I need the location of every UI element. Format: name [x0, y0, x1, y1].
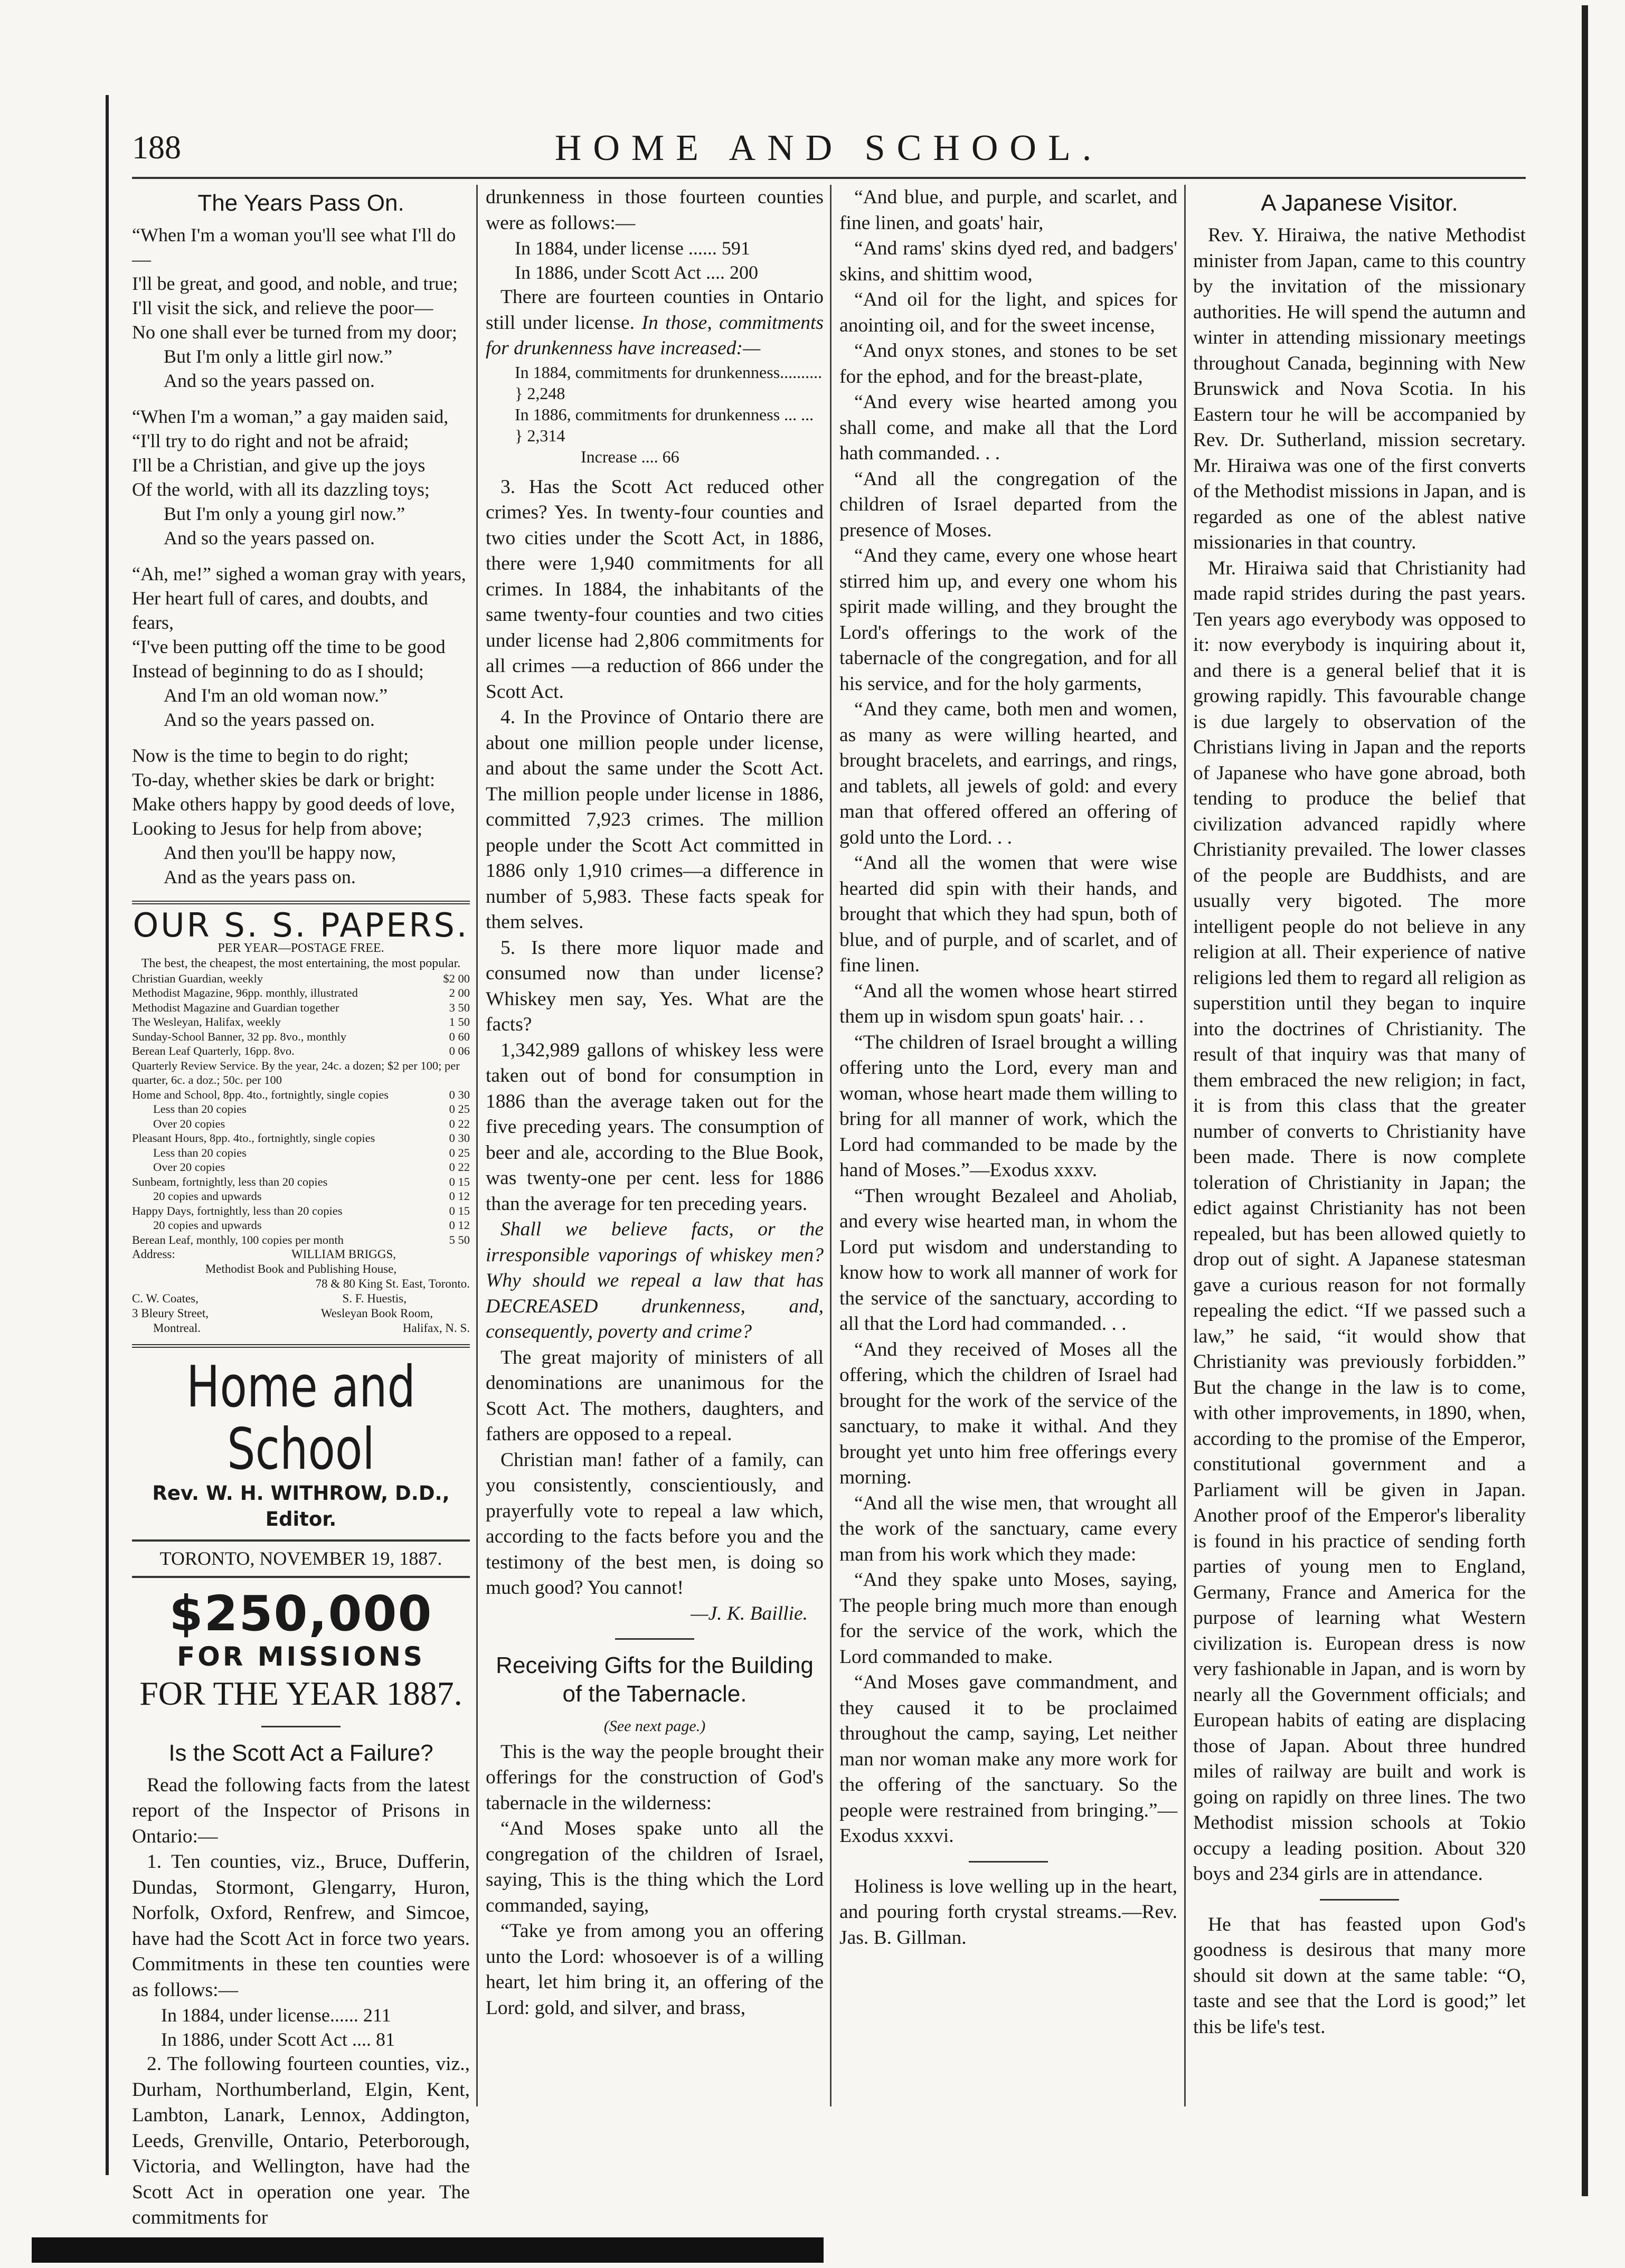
price-label: Less than 20 copies [153, 1102, 247, 1116]
poem-line: And so the years passed on. [164, 527, 375, 549]
poem-stanza [132, 223, 470, 393]
scott-title: Is the Scott Act a Failure? [168, 1740, 433, 1766]
paragraph: “And they spake unto Moses, saying, The people bring much more than enough for the service of the work, which the Lord commanded to make. [839, 1569, 1177, 1668]
price-row [132, 1218, 470, 1233]
statistic: In 1884, under license...... 211 [161, 2005, 391, 2026]
price-value: 0 30 [449, 1131, 470, 1145]
poem-line: Her heart full of cares, and doubts, and fears, [132, 588, 428, 633]
price-row [132, 1117, 470, 1131]
bracket-stat: In 1886, commitments for drunkenness ... ... } 2,314 [515, 404, 814, 445]
price-row [132, 1000, 470, 1015]
price-value: 0 60 [449, 1029, 470, 1043]
agent-right: Wesleyan Book Room, [320, 1307, 433, 1320]
price-value: 0 15 [449, 1175, 470, 1188]
address-label: Address: [132, 1248, 175, 1261]
poem-line: “I'll try to do right and not be afraid; [132, 430, 409, 451]
editor-line: Rev. W. H. WITHROW, D.D., Editor. [152, 1482, 450, 1530]
page-number: 188 [132, 130, 181, 166]
price-row [132, 1059, 470, 1088]
paragraph: “And rams' skins dyed red, and badgers' skins, and shittim wood, [839, 238, 1177, 285]
paragraph: 3. Has the Scott Act reduced other crimes? Yes. In twenty-four counties and two cities under the Scott Act, in 1886, there were 1,940 commitments for all crimes. In 1884, the inhabitants of the same twenty-four counties and two cities under license had 2,806 commitments for all crimes —a reduction of 866 under the Scott Act. [486, 476, 824, 703]
missions-amount: $250,000 [169, 1585, 433, 1642]
poem-line: “Ah, me!” sighed a woman gray with years, [132, 563, 466, 584]
agent-right: Halifax, N. S. [402, 1321, 470, 1335]
price-value: 0 12 [449, 1218, 470, 1232]
short-rule [1320, 1899, 1399, 1901]
paragraph-text: There are fourteen counties in Ontario still under license. [486, 286, 824, 334]
page-edge-left [106, 95, 109, 2175]
paragraph: “And every wise hearted among you shall come, and make all that the Lord hath commanded. . . [839, 391, 1177, 464]
price-label: 20 copies and upwards [153, 1189, 262, 1203]
paragraph: 2. The following fourteen counties, viz., Durham, Northumberland, Elgin, Kent, Lambton, Lanark, Lennox, Addington, Leeds, Grenville, Ontario, Peterborough, Victoria, and Wellington, have had the Scott Act in operation one year. The commitments for [132, 2053, 470, 2228]
bracket-stat: In 1884, commitments for drunkenness.......... } 2,248 [515, 362, 823, 403]
price-value: 0 06 [449, 1044, 470, 1057]
page-edge-right [1582, 5, 1588, 2196]
price-row [132, 1088, 470, 1102]
price-label: Methodist Magazine, 96pp. monthly, illustrated [132, 986, 358, 999]
paragraph: 1,342,989 gallons of whiskey less were taken out of bond for consumption in 1886 than the average taken out for the five preceding years. The consumption of beer and ale, according to the Blue Book, was twenty-one per cent. less for 1886 than the average for ten preceding years. [486, 1039, 824, 1215]
address-name: WILLIAM BRIGGS, [291, 1248, 396, 1261]
price-value: 1 50 [449, 1015, 470, 1028]
agent-left: 3 Bleury Street, [132, 1307, 209, 1320]
price-label: Christian Guardian, weekly [132, 971, 263, 985]
statistic: In 1884, under license ...... 591 [515, 238, 750, 259]
price-list [132, 971, 470, 1248]
paragraph-italic: In those, commitments for drunkenness have increased:— [486, 311, 824, 359]
paragraph: 5. Is there more liquor made and consumed now than under license? Whiskey men say, Yes. What are the facts? [486, 937, 824, 1035]
price-label: Methodist Magazine and Guardian together [132, 1000, 339, 1014]
price-label: Happy Days, fortnightly, less than 20 copies [132, 1204, 343, 1217]
price-label: Berean Leaf, monthly, 100 copies per month [132, 1233, 344, 1246]
missions-label: FOR MISSIONS [177, 1641, 425, 1672]
home-and-school-title: Home and School [186, 1354, 416, 1482]
price-value: 0 12 [449, 1189, 470, 1203]
paragraph: Mr. Hiraiwa said that Christianity had made rapid strides during the past years. Ten years ago everybody was opposed to it: now everybody is inquiring about it, and there is a general belief that it is growing rapidly. This favourable change is due largely to observation of the Christians living in Japan and the reports of Japanese who have gone abroad, both tending to produce the belief that civilization advanced rapidly where Christianity prevailed. The lower classes of the people are Buddhists, and are usually very bigoted. The more intelligent people do not believe in any religion at all. Their experience of native religions led them to regard all religion as superstition until they began to inquire into the doctrines of Christianity. The result of that inquiry was that many of them embraced the new religion; in fact, it is from this class that the greater number of converts to Christianity have been made. There is now complete toleration of Christianity in Japan; the edict against Christianity has not been repealed, but has been allowed quietly to drop out of sight. A Japanese statesman gave a curious reason for not formally repealing the edict. “If we passed such a law,” he said, “it would show that Christianity was previously forbidden.” But the change in the law is to come, with other improvements, in 1890, when, according to the promise of the Emperor, constitutional government and a Parliament will be given in Japan. Another proof of the Emperor's liberality is found in his practice of sending forth parties of young men to England, Germany, France and America for the purpose of learning what Western civilization is. European dress is now very fashionable in Japan, and is worn by nearly all the Government officials; and European habits of eating are displacing those of Japan. About three hundred miles of railway are built and work is going on rapidly on three lines. The two Methodist mission schools at Tokio occupy a leading position. About 320 boys and 234 girls are in attendance. [1193, 557, 1526, 1885]
price-row [132, 986, 470, 1000]
price-row [132, 1044, 470, 1059]
price-row [132, 1175, 470, 1189]
price-row [132, 1204, 470, 1218]
japanese-visitor-title: A Japanese Visitor. [1261, 190, 1458, 216]
double-rule [132, 901, 470, 904]
page-edge-bottom [32, 2237, 824, 2263]
paragraph: “And Moses gave commandment, and they caused it to be proclaimed throughout the camp, saying, Let neither man nor woman make any more work for the offering of the sanctuary. So the people were restrained from bringing.”—Exodus xxxvi. [839, 1671, 1177, 1847]
column-rule [830, 185, 832, 2106]
price-label: Pleasant Hours, 8pp. 4to., fortnightly, single copies [132, 1131, 375, 1145]
price-value: $2 00 [443, 971, 470, 985]
price-row [132, 1029, 470, 1044]
price-label: The Wesleyan, Halifax, weekly [132, 1015, 281, 1028]
paragraph: Shall we believe facts, or the irresponsible vaporings of whiskey men? Why should we repeal a law that has DECREASED drunkenness, and, consequently, poverty and crime? [486, 1218, 824, 1343]
price-label: Over 20 copies [153, 1160, 225, 1174]
poem-line: Make others happy by good deeds of love, [132, 793, 455, 815]
poem-line: Of the world, with all its dazzling toys; [132, 479, 430, 500]
column-3 [839, 185, 1177, 2138]
price-row [132, 1233, 470, 1248]
agent-left: C. W. Coates, [132, 1292, 199, 1305]
poem-line: To-day, whether skies be dark or bright: [132, 769, 435, 790]
gifts-title: Receiving Gifts for the Building of the Tabernacle. [496, 1652, 814, 1707]
agent-row [132, 1291, 470, 1306]
paragraph: 1. Ten counties, viz., Bruce, Dufferin, Dundas, Stormont, Glengarry, Huron, Norfolk, Oxford, Renfrew, and Simcoe, have had the Scott Act in force two years. Commitments in these ten counties were as follows:— [132, 1851, 470, 2001]
paragraph: “And onyx stones, and stones to be set for the ephod, and for the breast-plate, [839, 340, 1177, 388]
poem-line: And so the years passed on. [164, 370, 375, 391]
price-label: Over 20 copies [153, 1117, 225, 1130]
price-row [132, 1131, 470, 1146]
column-4 [1193, 185, 1526, 2138]
paragraph: “Then wrought Bezaleel and Aholiab, and every wise hearted man, in whom the Lord put wisdom and understanding to know how to work all manner of work for the service of the sanctuary, according to all that the Lord had commanded. . . [839, 1185, 1177, 1335]
agent-row [132, 1306, 470, 1321]
paragraph: “And blue, and purple, and scarlet, and fine linen, and goats' hair, [839, 186, 1177, 234]
poem [132, 223, 470, 889]
price-row [132, 1015, 470, 1029]
price-value: 0 22 [449, 1117, 470, 1130]
missions-year: FOR THE YEAR 1887. [139, 1674, 462, 1712]
poem-line: But I'm only a little girl now.” [164, 346, 393, 367]
paragraph: “And oil for the light, and spices for anointing oil, and for the sweet incense, [839, 289, 1177, 336]
poem-line: “When I'm a woman,” a gay maiden said, [132, 406, 449, 427]
price-value: 0 25 [449, 1146, 470, 1159]
double-rule [132, 1344, 470, 1348]
paragraph: Read the following facts from the latest report of the Inspector of Prisons in Ontario:— [132, 1774, 470, 1847]
paragraph: “Take ye from among you an offering unto the Lord: whosoever is of a willing heart, let him bring it, an offering of the Lord: gold, and silver, and brass, [486, 1920, 824, 2019]
paragraph: “And all the congregation of the children of Israel departed from the presence of Moses. [839, 468, 1177, 541]
poem-line: I'll be great, and good, and noble, and true; [132, 273, 458, 294]
price-label: Less than 20 copies [153, 1146, 247, 1159]
paragraph: This is the way the people brought their offerings for the construction of God's tabernacle in the wilderness: [486, 1741, 824, 1814]
poem-line: Looking to Jesus for help from above; [132, 818, 422, 839]
papers-subtitle: PER YEAR—POSTAGE FREE. [218, 941, 384, 955]
bracket-stat: Increase .... 66 [581, 447, 679, 466]
agent-row [132, 1321, 470, 1336]
poem-line: “When I'm a woman you'll see what I'll do— [132, 224, 456, 270]
poem-line: And I'm an old woman now.” [164, 685, 388, 706]
gifts-note: (See next page.) [603, 1717, 706, 1735]
short-rule [969, 1861, 1048, 1863]
publisher-address [132, 1247, 470, 1262]
price-value: 5 50 [449, 1233, 470, 1246]
price-value: 3 50 [449, 1000, 470, 1014]
paragraph: Holiness is love welling up in the heart, and pouring forth crystal streams.—Rev. Jas. B. Gillman. [839, 1875, 1177, 1949]
price-row [132, 1189, 470, 1204]
column-rule [1184, 185, 1186, 2106]
paragraph: Christian man! father of a family, can you consistently, conscientiously, and prayerfully vote to repeal a law which, according to the facts before you and the testimony of the best men, is doing so much good? You cannot! [486, 1449, 824, 1599]
dateline: TORONTO, NOVEMBER 19, 1887. [132, 1539, 470, 1578]
poem-line: I'll visit the sick, and relieve the poor— [132, 297, 433, 318]
paragraph: “And they received of Moses all the offering, which the children of Israel had brought for the work of the service of the sanctuary, to make it withal. And they brought yet unto him free offerings every morning. [839, 1338, 1177, 1488]
short-rule [261, 1726, 341, 1727]
paragraph: “And they came, both men and women, as many as were willing hearted, and brought bracelets, and earrings, and rings, and tablets, all jewels of gold: and every man that offered offered an offering of gold unto the Lord. . . [839, 698, 1177, 848]
page-header [132, 119, 1526, 179]
paragraph: “And Moses spake unto all the congregation of the children of Israel, saying, This is the thing which the Lord commanded, saying, [486, 1818, 824, 1916]
poem-line: No one shall ever be turned from my door; [132, 322, 457, 343]
paragraph [486, 285, 824, 362]
price-label: Berean Leaf Quarterly, 16pp. 8vo. [132, 1044, 295, 1057]
papers-title: OUR S. S. PAPERS. [133, 906, 469, 944]
price-label: 20 copies and upwards [153, 1218, 262, 1232]
poem-line: Now is the time to begin to do right; [132, 745, 409, 766]
poem-line: But I'm only a young girl now.” [164, 503, 405, 524]
poem-line: “I've been putting off the time to be good [132, 636, 446, 657]
column-2 [486, 185, 824, 2138]
poem-line: And as the years pass on. [164, 866, 356, 887]
paragraph: “The children of Israel brought a willing offering unto the Lord, every man and woman, whose heart made them willing to bring for all manner of work, which the Lord had commanded to be made by the hand of Moses.”—Exodus xxxv. [839, 1031, 1177, 1181]
address-line: 78 & 80 King St. East, Toronto. [315, 1277, 470, 1290]
masthead: HOME AND SCHOOL. [554, 128, 1103, 168]
price-row [132, 1146, 470, 1160]
price-label: Sunbeam, fortnightly, less than 20 copies [132, 1175, 328, 1188]
price-label: Home and School, 8pp. 4to., fortnightly, single copies [132, 1088, 389, 1101]
paragraph: The great majority of ministers of all denominations are unanimous for the Scott Act. The mothers, daughters, and fathers are opposed to a repeal. [486, 1346, 824, 1445]
address-line: Methodist Book and Publishing House, [205, 1262, 397, 1275]
price-value: 0 30 [449, 1088, 470, 1101]
poem-title: The Years Pass On. [197, 190, 404, 216]
paragraph: “And all the wise men, that wrought all the work of the sanctuary, came every man from his work which they made: [839, 1492, 1177, 1565]
paragraph: 4. In the Province of Ontario there are about one million people under license, and about the same under the Scott Act. The million people under license in 1886, committed 7,923 crimes. The million people under the Scott Act committed in 1886 only 1,910 crimes—a difference in number of 5,983. These facts speak for them selves. [486, 706, 824, 933]
poem-stanza [132, 562, 470, 732]
poem-line: And then you'll be happy now, [164, 842, 396, 863]
price-value: 2 00 [449, 986, 470, 999]
column-rule [476, 185, 478, 2106]
price-value: 0 22 [449, 1160, 470, 1174]
price-value: 0 25 [449, 1102, 470, 1116]
paragraph: He that has feasted upon God's goodness is desirous that many more should sit down at the same table: “O, taste and see that the Lord is good;” let this be life's test. [1193, 1913, 1526, 2038]
signature: —J. K. Baillie. [691, 1602, 808, 1624]
price-label: Quarterly Review Service. By the year, 24c. a dozen; $2 per 100; per quarter, 6c. a doz.; 50c. per 100 [132, 1059, 460, 1086]
poem-line: I'll be a Christian, and give up the joys [132, 455, 426, 476]
price-row [132, 1160, 470, 1175]
paragraph: “And all the women that were wise hearted did spin with their hands, and brought that which they had spun, both of blue, and of purple, and of scarlet, and of fine linen. [839, 852, 1177, 976]
agent-right: S. F. Huestis, [342, 1292, 407, 1305]
price-row [132, 1102, 470, 1117]
price-label: Sunday-School Banner, 32 pp. 8vo., monthly [132, 1029, 346, 1043]
price-value: 0 15 [449, 1204, 470, 1217]
poem-stanza [132, 743, 470, 889]
papers-intro: The best, the cheapest, the most entertaining, the most popular. [141, 956, 461, 970]
column-1 [132, 185, 470, 2228]
paragraph: “And they came, every one whose heart stirred him up, and every one whom his spirit made willing, and they brought the Lord's offerings to the work of the tabernacle of the congregation, and for all his service, and for the holy garments, [839, 545, 1177, 695]
price-row [132, 971, 470, 986]
columns [132, 185, 1526, 2228]
short-rule [615, 1638, 694, 1640]
poem-line: And so the years passed on. [164, 709, 375, 730]
paragraph: Rev. Y. Hiraiwa, the native Methodist minister from Japan, came to this country by the invitation of the missionary authorities. He will spend the autumn and winter in attending missionary meetings throughout Canada, beginning with New Brunswick and Nova Scotia. In his Eastern tour he will be accompanied by Rev. Dr. Sutherland, mission secretary. Mr. Hiraiwa was one of the first converts of the Methodist missions in Japan, and is regarded as one of the ablest native missionaries in that country. [1193, 224, 1526, 553]
statistic: In 1886, under Scott Act .... 81 [161, 2029, 395, 2050]
statistic: In 1886, under Scott Act .... 200 [515, 262, 758, 283]
paragraph: drunkenness in those fourteen counties were as follows:— [486, 186, 824, 234]
paragraph: “And all the women whose heart stirred them up in wisdom spun goats' hair. . . [839, 980, 1177, 1027]
agent-left: Montreal. [153, 1321, 201, 1335]
poem-line: Instead of beginning to do as I should; [132, 660, 424, 682]
poem-stanza [132, 404, 470, 550]
